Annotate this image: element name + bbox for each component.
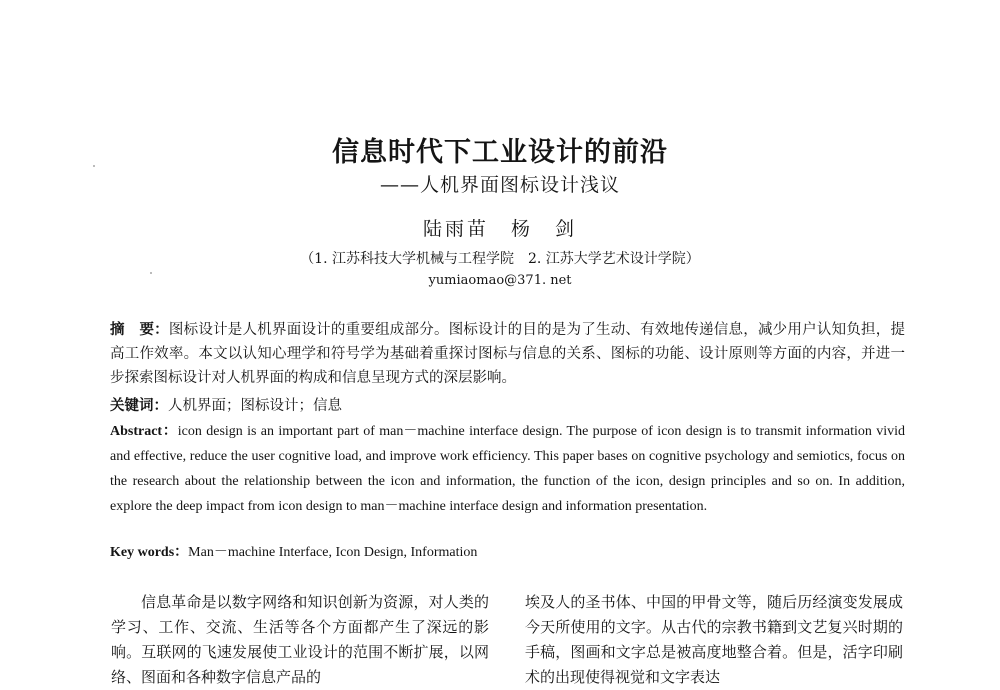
- body-column-left: 信息革命是以数字网络和知识创新为资源，对人类的学习、工作、交流、生活等各个方面都产生了深远的影响。互联网的飞速发展使工业设计的范围不断扩展，以网络、图面和各种数字信息产品的: [111, 593, 489, 686]
- abstract-english-text: icon design is an important part of man－machine interface design. The purpose of icon design is to transmit information vivid and effective, reduce the user cognitive load, and improve work efficiency. This paper bases on cognitive psychology and semiotics, focus on the research about the relationship between the icon and information, the function of the icon, design principles and so on. In addition, explore the deep impact from icon design to man－machine interface design and information presentation.: [110, 424, 905, 514]
- abstract-english-label: Abstract：: [110, 424, 178, 439]
- body-column-right: 埃及人的圣书体、中国的甲骨文等，随后历经演变发展成今天所使用的文字。从古代的宗教书籍到文艺复兴时期的手稿，图画和文字总是被高度地整合着。但是，活字印刷术的出现使得视觉和文字表达: [525, 593, 903, 686]
- abstract-chinese: [110, 318, 905, 390]
- keywords-english-label: Key words：: [110, 545, 189, 560]
- authors: 陆雨苗 杨 剑: [422, 218, 577, 240]
- keywords-chinese-label: 关键词：: [110, 397, 168, 414]
- affiliations: （1. 江苏科技大学机械与工程学院 2. 江苏大学艺术设计学院）: [300, 251, 700, 267]
- keywords-chinese: [110, 394, 905, 415]
- keywords-english-text: Man－machine Interface, Icon Design, Information: [188, 545, 478, 560]
- abstract-english: [110, 419, 905, 519]
- keywords-english: [110, 541, 905, 561]
- author-email: yumiaomao@371. net: [428, 273, 572, 288]
- abstract-chinese-label: 摘 要：: [110, 321, 169, 338]
- paper-title: 信息时代下工业设计的前沿: [332, 137, 668, 168]
- abstract-chinese-text: 图标设计是人机界面设计的重要组成部分。图标设计的目的是为了生动、有效地传递信息，减少用户认知负担，提高工作效率。本文以认知心理学和符号学为基础着重探讨图标与信息的关系、图标的功能、设计原则等方面的内容，并进一步探索图标设计对人机界面的构成和信息呈现方式的深层影响。: [110, 322, 905, 386]
- paper-subtitle: ——人机界面图标设计浅议: [379, 174, 620, 196]
- keywords-chinese-text: 人机界面；图标设计；信息: [168, 398, 342, 414]
